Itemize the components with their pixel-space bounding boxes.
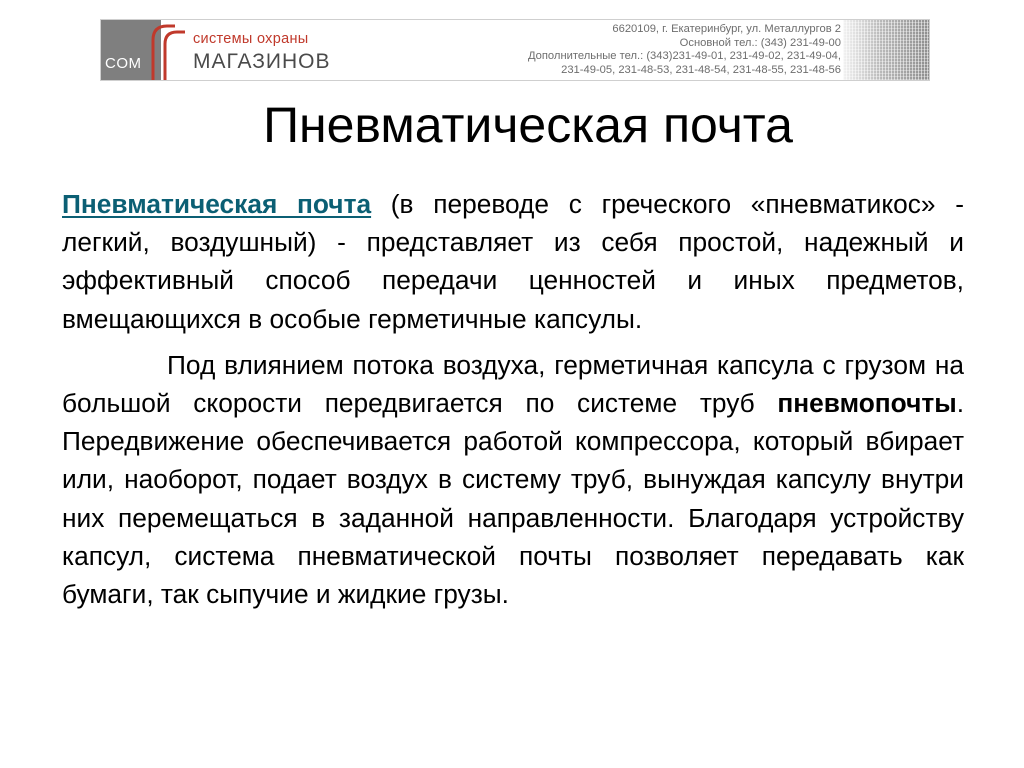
header-banner: [100, 19, 930, 81]
paragraph-definition: [62, 185, 964, 338]
definition-text: (в переводе с греческого «пневматикос» - легкий, воздушный) - представляет из себя простой, надежный и эффективный способ передачи ценностей и иных предметов, вмещающихся в особые герметичные капсулы.: [62, 189, 964, 334]
decorative-pattern: [843, 20, 929, 80]
bold-term: пневмопочты: [777, 388, 957, 419]
contact-address: 6620109, г. Екатеринбург, ул. Металлургов 2: [612, 23, 841, 35]
contact-main-phone: Основной тел.: (343) 231-49-00: [679, 36, 841, 49]
mechanism-text-end: . Передвижение обеспечивается работой компрессора, который вбирает или, наоборот, подает воздух в систему труб, вынуждая капсулу внутри них перемещаться в заданной направленности. Благодаря устройству капсул, система пневматической почты позволяет передавать как бумаги, так сыпучие и жидкие грузы.: [62, 388, 964, 610]
contact-extra-phones: Дополнительные тел.: (343)231-49-01, 231-49-02, 231-49-04,: [527, 50, 841, 63]
term-link[interactable]: Пневматическая почта: [62, 189, 372, 219]
brand-line-1: системы охраны: [193, 31, 309, 47]
paragraph-mechanism: [62, 346, 964, 613]
contact-info: [401, 23, 841, 77]
slide-title: Пневматическая почта: [263, 97, 793, 153]
logo-com-text: COM: [105, 55, 142, 72]
brand-line-2: МАГАЗИНОВ: [193, 50, 331, 73]
contact-extra-phones-cont: 231-49-05, 231-48-53, 231-48-54, 231-48-55, 231-48-56: [561, 63, 841, 76]
slide-content: [62, 185, 964, 613]
mechanism-text-start: Под влиянием потока воздуха, герметичная капсула с грузом на большой скорости передвигается по системе труб: [62, 349, 964, 419]
